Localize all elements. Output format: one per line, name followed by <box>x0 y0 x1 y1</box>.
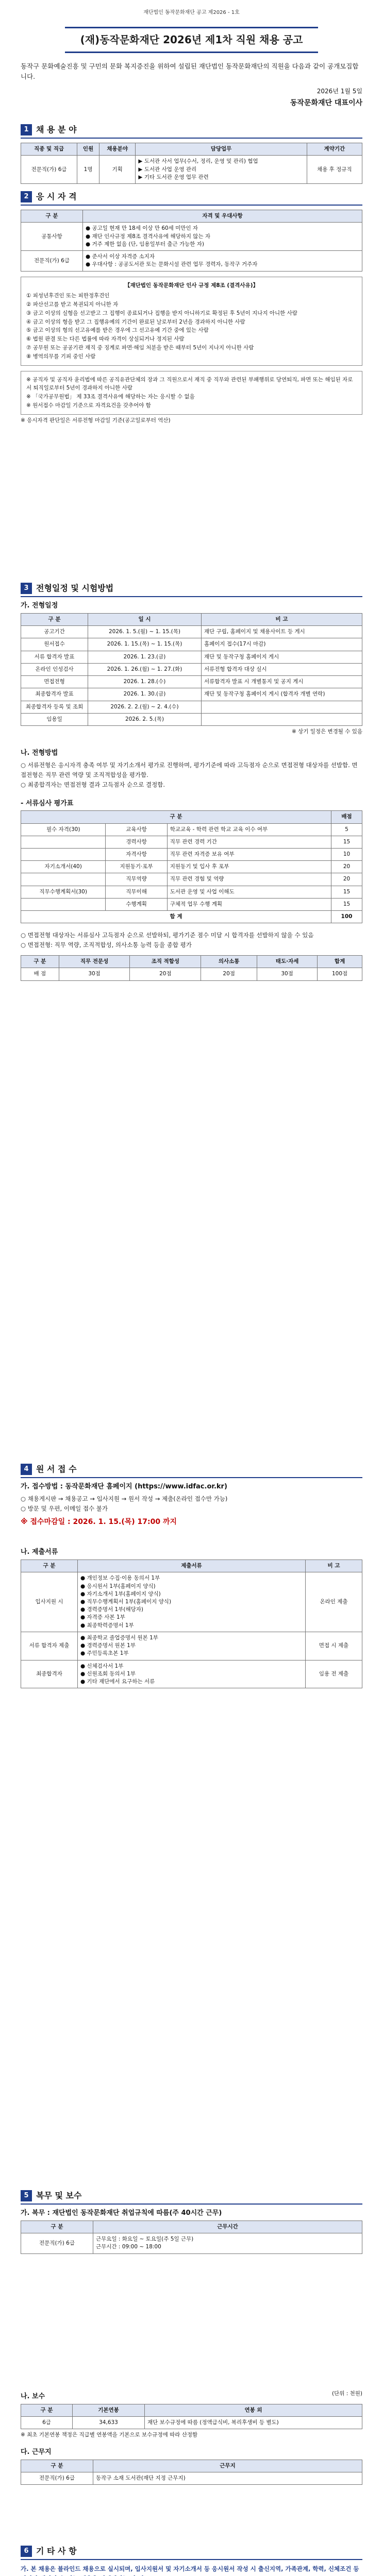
qualification-table <box>21 210 362 271</box>
table-header: 구 분 <box>21 2404 73 2416</box>
table-cell: 학교교육 - 학력 관련 학교 교육 이수 여부 <box>167 823 331 836</box>
table-cell: 직무이해 <box>106 886 167 898</box>
sub-title: 가. 접수방법 : 동작문화재단 홈페이지 (https://www.idfac.or.kr) <box>21 1483 227 1491</box>
section-misc <box>21 2545 362 2576</box>
table-row <box>21 676 362 688</box>
table-cell: 직무 관련 경험 및 역량 <box>167 873 331 886</box>
table-row <box>21 886 362 898</box>
disqualification-box <box>21 277 362 366</box>
table-cell: 도서관 운영 및 사업 이해도 <box>167 886 331 898</box>
section-number: 4 <box>21 1464 32 1475</box>
table-cell: ▶ 도서관 사서 업무(수서, 정리, 운영 및 관리) 협업 ▶ 도서관 사업 운영 관리 ▶ 기타 도서관 운영 업무 관련 <box>136 156 307 184</box>
table-row <box>21 701 362 713</box>
table-header: 근무시간 <box>93 2221 362 2233</box>
table-cell: 전문직(가) 6급 <box>21 156 77 184</box>
table-row <box>21 688 362 701</box>
table-cell: ● 공고일 현재 만 18세 이상 만 60세 미만인 자 ● 재단 인사규정 제8조 결격사유에 해당하지 않는 자 ● 거주 제한 없음 (단, 임용일부터 출근 가능한 자) <box>83 223 362 251</box>
table-row <box>21 2233 362 2253</box>
section-number: 1 <box>21 124 32 135</box>
intro-text: 동작구 문화예술진흥 및 구민의 문화 복지증진을 위하여 설립된 재단법인 동작문화재단의 직원을 다음과 같이 공개모집합니다. <box>21 62 359 80</box>
table-cell: 지원동기 및 입사 후 포부 <box>167 861 331 873</box>
method-text: ○ 서류전형은 응시자격 충족 여부 및 자기소개서 평가로 진행하며, 평가기준에 따라 고득점자 순으로 면접전형 대상자를 선발함. 면접전형은 직무 관련 역량 및 조직적합성을 평가함. ○ 최종합격자는 면접전형 결과 고득점자 순으로 결정함. <box>21 761 358 788</box>
table-row <box>21 2416 362 2429</box>
table-cell: 서류전형 합격자 대상 실시 <box>202 663 362 675</box>
table-cell: 직무역량 <box>106 873 167 886</box>
table-header: 직무 전문성 <box>59 956 130 968</box>
table-row <box>21 1572 362 1632</box>
sub-title: 나. 보수 <box>21 2392 45 2400</box>
table-cell: 임용 전 제출 <box>306 1660 362 1688</box>
table-cell <box>202 701 362 713</box>
table-header: 구 분 <box>21 2460 93 2472</box>
table-cell <box>21 873 106 886</box>
location-table <box>21 2460 362 2485</box>
table-header: 구 분 <box>21 614 88 626</box>
pay-table <box>21 2404 362 2429</box>
pay-note: ※ 최초 기본연봉 책정은 직급별 연봉액을 기본으로 보수규정에 따라 산정함 <box>21 2431 198 2438</box>
table-cell <box>202 713 362 725</box>
table-header: 구 분 <box>21 210 83 223</box>
table-header: 자격 및 우대사항 <box>83 210 362 223</box>
sub-title: 나. 제출서류 <box>21 1548 58 1556</box>
eval-title: - 서류심사 평가표 <box>21 799 74 807</box>
table-row <box>21 1660 362 1688</box>
org-header: 재단법인 동작문화재단 공고 제2026 - 1호 <box>143 10 240 15</box>
table-header: 구 분 <box>21 2221 93 2233</box>
title-block <box>21 27 362 109</box>
sub-title: 다. 근무지 <box>21 2448 52 2456</box>
table-cell: 1명 <box>77 156 99 184</box>
documents-table <box>21 1560 362 1688</box>
table-cell: 재단 및 동작구청 홈페이지 게시 (합격자 개별 연락) <box>202 688 362 701</box>
section-number: 5 <box>21 2190 32 2201</box>
table-header: 담당업무 <box>136 143 307 156</box>
sub-title: 가. 전형일정 <box>21 602 58 610</box>
eval-note: ○ 면접전형 대상자는 서류심사 고득점자 순으로 선발하되, 평가기준 점수 미달 시 합격자를 선발하지 않을 수 있음 ○ 면접전형: 직무 역량, 조직적합성, 의사소통 능력 등을 종합 평가 <box>21 931 314 949</box>
table-cell: 20점 <box>201 968 257 980</box>
table-cell: 20 <box>331 861 362 873</box>
table-cell: 직무 관련 자격증 보유 여부 <box>167 849 331 861</box>
table-cell: 재단 보수규정에 따름 (정액급식비, 복리후생비 등 별도) <box>145 2416 362 2429</box>
table-row <box>21 823 362 836</box>
table-cell: 2026. 1. 23.(금) <box>88 651 202 663</box>
section-title: 기 타 사 항 <box>36 2546 77 2556</box>
table-header: 기본연봉 <box>73 2404 145 2416</box>
section-application <box>21 1463 362 1688</box>
table-cell: 30점 <box>59 968 130 980</box>
table-cell: 100 <box>331 911 362 923</box>
table-row <box>21 156 362 184</box>
table-row <box>21 836 362 848</box>
sub-title: 나. 전형방법 <box>21 749 58 757</box>
table-header: 계약기간 <box>307 143 362 156</box>
table-cell: 자격사항 <box>106 849 167 861</box>
table-cell: 서류 합격자 발표 <box>21 651 88 663</box>
table-cell: 공통사항 <box>21 223 83 251</box>
table-header: 태도·자세 <box>257 956 318 968</box>
table-cell: 임용일 <box>21 713 88 725</box>
table-cell: 10 <box>331 849 362 861</box>
recruit-table <box>21 143 362 184</box>
table-cell: ● 개인정보 수집·이용 동의서 1부 ● 응시원서 1부(홈페이지 양식) ● 자기소개서 1부(홈페이지 양식) ● 직무수행계획서 1부(홈페이지 양식) ● 경력증명서 1부(해당자) ● 자격증 사본 1부 ● 최종학력증명서 1부 <box>78 1572 306 1632</box>
section-title: 복무 및 보수 <box>36 2191 82 2200</box>
table-cell: 2026. 1. 30.(금) <box>88 688 202 701</box>
table-row <box>21 626 362 638</box>
table-header: 구 분 <box>21 811 331 823</box>
table-cell: 재단 구립, 홈페이지 및 채용사이트 등 게시 <box>202 626 362 638</box>
table-cell: 온라인 제출 <box>306 1572 362 1632</box>
footer-note: ※ 응시자격 판단일은 서류전형 마감일 기준(공고일로부터 역산) <box>21 417 171 423</box>
table-header: 배점 <box>331 811 362 823</box>
sign-name: 동작문화재단 대표이사 <box>290 99 362 108</box>
table-cell: 30점 <box>257 968 318 980</box>
table-row <box>21 223 362 251</box>
table-header: 채용분야 <box>99 143 135 156</box>
table-header: 제출서류 <box>78 1560 306 1572</box>
table-cell: 서류합격자 발표 시 개별통지 및 공지 게시 <box>202 676 362 688</box>
page-title: (재)동작문화재단 2026년 제1차 직원 채용 공고 <box>65 27 319 53</box>
table-cell: 15 <box>331 836 362 848</box>
table-cell: 홈페이지 접수(17시 마감) <box>202 638 362 651</box>
section-number: 6 <box>21 2546 32 2557</box>
table-cell: 최종합격자 등록 및 조회 <box>21 701 88 713</box>
apply-method: ○ 채용게시판 → 채용공고 → 입사지원 → 원서 작성 → 제출(온라인 접수만 가능) ○ 방문 및 우편, 이메일 접수 불가 <box>21 1495 228 1512</box>
table-row <box>21 968 362 980</box>
box-text: ① 피성년후견인 또는 피한정후견인 ② 파산선고를 받고 복권되지 아니한 자 ③ 금고 이상의 실형을 선고받고 그 집행이 종료되거나 집행을 받지 아니하기로 확정된 후 5년이 지나지 아니한 사람 ④ 금고 이상의 형을 받고 그 집행유예의 기간이 완료된 날로부터 2년을 경과하지 아니한 사람 ⑤ 금고 이상의 형의 선고유예를 받은 경우에 그 선고유예 기간 중에 있는 사람 ⑥ 법원 판결 또는 다른 법률에 따라 자격이 상실되거나 정지된 사람 ⑦ 공무원 또는 공공기관 재직 중 징계로 파면·해임 처분을 받은 때부터 5년이 지나지 아니한 사람 ⑧ 병역의무를 기피 중인 사람 <box>26 293 297 360</box>
table-cell: 100점 <box>318 968 362 980</box>
table-cell: 최종합격자 발표 <box>21 688 88 701</box>
table-cell: 34,633 <box>73 2416 145 2429</box>
table-cell: 채용 후 정규직 <box>307 156 362 184</box>
table-header: 비 고 <box>306 1560 362 1572</box>
deadline-text: ※ 접수마감일 : 2026. 1. 15.(목) 17:00 까지 <box>21 1517 177 1526</box>
table-cell: 15 <box>331 898 362 910</box>
table-header: 일 시 <box>88 614 202 626</box>
table-cell: 동작구 소재 도서관(재단 지정 근무지) <box>93 2472 362 2484</box>
table-row <box>21 1632 362 1660</box>
table-cell: 재단 및 동작구청 홈페이지 게시 <box>202 651 362 663</box>
table-cell: 면접 시 제출 <box>306 1632 362 1660</box>
table-header: 직종 및 직급 <box>21 143 77 156</box>
table-cell: 온라인 인성검사 <box>21 663 88 675</box>
schedule-table <box>21 613 362 726</box>
table-header: 근무지 <box>93 2460 362 2472</box>
section-schedule <box>21 582 362 981</box>
table-cell <box>21 836 106 848</box>
table-cell: 15 <box>331 886 362 898</box>
section-title: 응 시 자 격 <box>36 192 77 201</box>
table-cell: 직무수행계획서(30) <box>21 886 106 898</box>
table-cell: 수행계획 <box>106 898 167 910</box>
schedule-note: ※ 상기 일정은 변경될 수 있음 <box>291 728 362 735</box>
table-cell: 서류 합격자 제출 <box>21 1632 78 1660</box>
table-cell: 20 <box>331 873 362 886</box>
table-cell: 구체적 업무 수행 계획 <box>167 898 331 910</box>
service-table <box>21 2221 362 2254</box>
table-cell: ● 최종학교 졸업증명서 원본 1부 ● 경력증명서 원본 1부 ● 주민등록초본 1부 <box>78 1632 306 1660</box>
notes-box: ※ 공직자 및 공직자 윤리법에 따른 공직유관단체의 장과 그 직원으로서 재직 중 직무와 관련된 부패행위로 당연퇴직, 파면 또는 해임된 자로서 퇴직일로부터 5년이 경과하지 아니한 사람 ※ 「국가공무원법」 제 33조 결격사유에 해당하는 자는 응시할 수 없음 ※ 원서접수 마감일 기준으로 자격요건을 갖추어야 함 <box>21 371 362 415</box>
table-cell <box>21 898 106 910</box>
table-cell: ● 신체검사서 1부 ● 신원조회 동의서 1부 ● 기타 재단에서 요구하는 서류 <box>78 1660 306 1688</box>
section-number: 3 <box>21 583 32 594</box>
section-number: 2 <box>21 191 32 202</box>
section-qualification <box>21 191 362 425</box>
table-header: 구 분 <box>21 1560 78 1572</box>
table-cell: 입사지원 시 <box>21 1572 78 1632</box>
table-header: 구 분 <box>21 956 59 968</box>
table-cell: 2026. 1. 15.(목) ~ 1. 15.(목) <box>88 638 202 651</box>
table-cell: 전문직(가) 6급 <box>21 251 83 271</box>
table-cell: 20점 <box>130 968 201 980</box>
table-row <box>21 651 362 663</box>
table-row <box>21 2472 362 2484</box>
table-cell: 공고기간 <box>21 626 88 638</box>
interview-table <box>21 955 362 980</box>
table-header: 연봉 외 <box>145 2404 362 2416</box>
table-row <box>21 638 362 651</box>
table-cell: 최종합격자 <box>21 1660 78 1688</box>
table-header: 의사소통 <box>201 956 257 968</box>
section-service-pay <box>21 2190 362 2485</box>
table-header: 비 고 <box>202 614 362 626</box>
table-cell: 필수 자격(30) <box>21 823 106 836</box>
box-title: 【재단법인 동작문화재단 인사 규정 제8조 (결격사유)】 <box>124 282 259 289</box>
table-row <box>21 861 362 873</box>
table-cell: 기획 <box>99 156 135 184</box>
table-cell: 지원동기·포부 <box>106 861 167 873</box>
table-row <box>21 251 362 271</box>
table-cell: 2026. 1. 5.(월) ~ 1. 15.(목) <box>88 626 202 638</box>
section-title: 원 서 접 수 <box>36 1464 77 1474</box>
eval-table <box>21 810 362 923</box>
table-row <box>21 849 362 861</box>
table-cell: 근무요일 : 화요일 ~ 토요일(주 5일 근무) 근무시간 : 09:00 ~ 18:00 <box>93 2233 362 2253</box>
table-header: 합계 <box>318 956 362 968</box>
table-cell: 2026. 2. 2.(월) ~ 2. 4.(수) <box>88 701 202 713</box>
table-cell: 직무 관련 경력 기간 <box>167 836 331 848</box>
table-cell: ● 준사서 이상 자격증 소지자 ● 우대사항 : 공공도서관 또는 문화시설 관련 업무 경력자, 동작구 거주자 <box>83 251 362 271</box>
table-cell: 전문직(가) 6급 <box>21 2233 93 2253</box>
table-cell <box>21 849 106 861</box>
table-header: 인원 <box>77 143 99 156</box>
table-row <box>21 663 362 675</box>
table-cell: 5 <box>331 823 362 836</box>
table-row <box>21 713 362 725</box>
table-row <box>21 873 362 886</box>
table-cell: 2026. 1. 26.(월) ~ 1. 27.(화) <box>88 663 202 675</box>
section-recruit-field <box>21 124 362 184</box>
section-title: 전형일정 및 시험방법 <box>36 583 114 593</box>
table-cell: 경력사항 <box>106 836 167 848</box>
table-cell: 6급 <box>21 2416 73 2429</box>
table-cell: 교육사항 <box>106 823 167 836</box>
pay-unit: (단위 : 천원) <box>332 2390 362 2397</box>
section-title: 채 용 분 야 <box>36 125 77 134</box>
blind-notice: 가. 본 채용은 블라인드 채용으로 실시되며, 입사지원서 및 자기소개서 등 응시원서 작성 시 출신지역, 가족관계, 학력, 신체조건 등 <box>21 2565 359 2573</box>
table-row <box>21 911 362 923</box>
table-cell: 배 점 <box>21 968 59 980</box>
table-cell: 전문직(가) 6급 <box>21 2472 93 2484</box>
sign-date: 2026년 1월 5일 <box>317 88 362 95</box>
sub-title: 가. 복무 : 재단법인 동작문화재단 취업규칙에 따름(주 40시간 근무) <box>21 2209 222 2217</box>
table-header: 조직 적합성 <box>130 956 201 968</box>
table-cell: 2026. 2. 5.(목) <box>88 713 202 725</box>
table-cell: 자기소개서(40) <box>21 861 106 873</box>
table-cell: 합 계 <box>21 911 331 923</box>
table-cell: 2026. 1. 28.(수) <box>88 676 202 688</box>
table-cell: 원서접수 <box>21 638 88 651</box>
table-cell: 면접전형 <box>21 676 88 688</box>
table-row <box>21 898 362 910</box>
